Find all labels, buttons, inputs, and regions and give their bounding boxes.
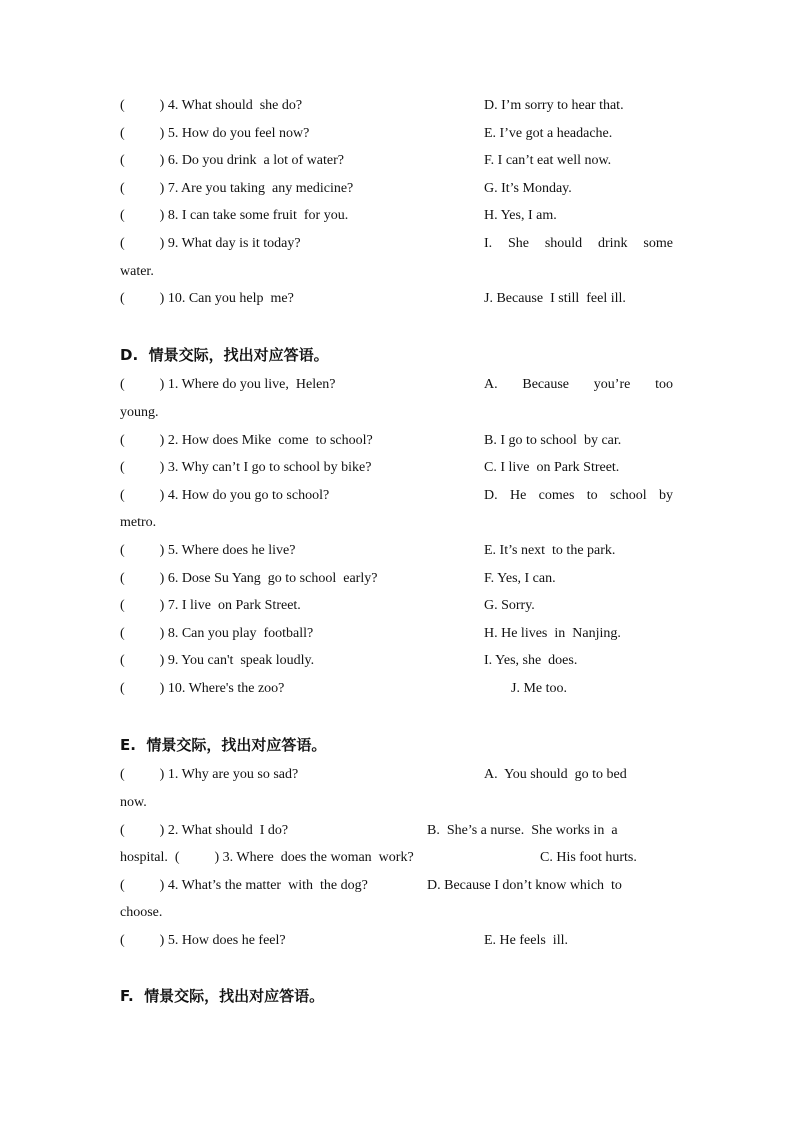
answer-e-b: B. She’s a nurse. She works in a (427, 823, 618, 838)
question-c4: ( ) 4. What should she do? (120, 98, 303, 113)
answer-c-f: F. I can’t eat well now. (484, 153, 612, 168)
question-d5: ( ) 5. Where does he live? (120, 543, 296, 558)
word: should (544, 236, 583, 251)
answer-d-d (484, 487, 673, 505)
word: some (643, 236, 673, 251)
answer-c-h: H. Yes, I am. (484, 208, 557, 223)
answer-d-a-wrap: young. (120, 405, 159, 420)
answer-d-e: E. It’s next to the park. (484, 543, 616, 558)
answer-c-j: J. Because I still feel ill. (484, 291, 626, 306)
answer-c-e: E. I’ve got a headache. (484, 126, 613, 141)
section-f-heading: F. 情景交际，找出对应答语。 (120, 987, 325, 1005)
word: D. (484, 488, 498, 503)
word: too (655, 377, 673, 392)
word: She (508, 236, 529, 251)
answer-d-d-wrap: metro. (120, 515, 157, 530)
word: He (509, 488, 527, 503)
answer-e-d-wrap: choose. (120, 905, 163, 920)
answer-e-c: C. His foot hurts. (540, 850, 637, 865)
word: I. (484, 236, 493, 251)
word: drink (598, 236, 628, 251)
question-d8: ( ) 8. Can you play football? (120, 626, 314, 641)
word: comes (538, 488, 575, 503)
answer-d-g: G. Sorry. (484, 598, 535, 613)
answer-e-a-wrap: now. (120, 795, 147, 810)
word: Because (522, 377, 570, 392)
question-d2: ( ) 2. How does Mike come to school? (120, 433, 373, 448)
answer-d-c: C. I live on Park Street. (484, 460, 620, 475)
answer-c-d: D. I’m sorry to hear that. (484, 98, 624, 113)
question-d9: ( ) 9. You can't speak loudly. (120, 653, 315, 668)
answer-d-b: B. I go to school by car. (484, 433, 622, 448)
answer-c-g: G. It’s Monday. (484, 181, 572, 196)
question-d4: ( ) 4. How do you go to school? (120, 488, 330, 503)
question-c5: ( ) 5. How do you feel now? (120, 126, 310, 141)
section-e-heading: E. 情景交际，找出对应答语。 (120, 736, 327, 754)
answer-d-j: J. Me too. (511, 681, 567, 696)
question-c6: ( ) 6. Do you drink a lot of water? (120, 153, 344, 168)
answer-c-i (484, 235, 673, 253)
section-d-heading: D. 情景交际，找出对应答语。 (120, 346, 329, 364)
answer-c-i-wrap: water. (120, 264, 154, 279)
question-e4: ( ) 4. What’s the matter with the dog? (120, 878, 368, 893)
question-c10: ( ) 10. Can you help me? (120, 291, 294, 306)
answer-e-a: A. You should go to bed (484, 767, 627, 782)
question-d6: ( ) 6. Dose Su Yang go to school early? (120, 571, 378, 586)
answer-d-a (484, 376, 673, 394)
question-d1: ( ) 1. Where do you live, Helen? (120, 377, 336, 392)
word: A. (484, 377, 498, 392)
answer-d-h: H. He lives in Nanjing. (484, 626, 621, 641)
question-c7: ( ) 7. Are you taking any medicine? (120, 181, 354, 196)
question-c8: ( ) 8. I can take some fruit for you. (120, 208, 349, 223)
answer-d-i: I. Yes, she does. (484, 653, 578, 668)
question-c9: ( ) 9. What day is it today? (120, 236, 301, 251)
word: to (586, 488, 598, 503)
question-d10: ( ) 10. Where's the zoo? (120, 681, 285, 696)
word: by (658, 488, 673, 503)
question-e5: ( ) 5. How does he feel? (120, 933, 286, 948)
question-e1: ( ) 1. Why are you so sad? (120, 767, 299, 782)
question-d7: ( ) 7. I live on Park Street. (120, 598, 301, 613)
question-e3-line: hospital. ( ) 3. Where does the woman work? (120, 850, 414, 865)
word: you’re (593, 377, 631, 392)
question-e2: ( ) 2. What should I do? (120, 823, 289, 838)
answer-e-e: E. He feels ill. (484, 933, 568, 948)
answer-e-d: D. Because I don’t know which to (427, 878, 622, 893)
answer-d-f: F. Yes, I can. (484, 571, 556, 586)
question-d3: ( ) 3. Why can’t I go to school by bike? (120, 460, 372, 475)
word: school (610, 488, 647, 503)
